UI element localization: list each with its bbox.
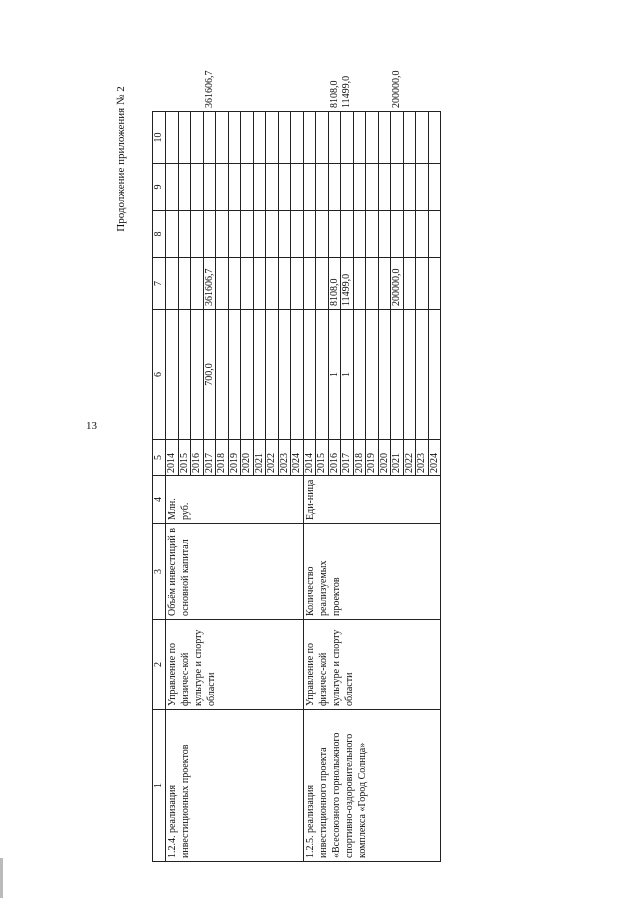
- value-col6-cell: [253, 258, 266, 310]
- empty-c9-cell: [316, 112, 329, 164]
- empty-c9-cell: [378, 112, 391, 164]
- year-cell: 2016: [328, 440, 341, 476]
- empty-c8-cell: [253, 164, 266, 211]
- column-header-8: 8: [153, 211, 166, 258]
- year-cell: 2023: [416, 440, 429, 476]
- year-cell: 2022: [403, 440, 416, 476]
- value-col6-cell: [178, 258, 191, 310]
- value-col5-cell: [403, 310, 416, 440]
- table-row: 2016 1 8108,0 8108,0: [328, 112, 341, 862]
- empty-c8-cell: [228, 164, 241, 211]
- value-col6-cell: [278, 258, 291, 310]
- activity-cell: 1.2.5. реализация инвестиционного проекта «Всесоюзного горнолыжного спортивно-оздоровительного комплекса «Город Солнца»: [303, 710, 441, 862]
- value-col6-cell: [266, 258, 279, 310]
- table-row: 2017 700,0 361606,7 361606,7: [203, 112, 216, 862]
- indicator-cell: Количество реализуемых проектов: [303, 524, 441, 620]
- year-cell: 2020: [241, 440, 254, 476]
- year-cell: 2017: [341, 440, 354, 476]
- empty-c7-cell: [166, 211, 179, 258]
- empty-c9-cell: [178, 112, 191, 164]
- year-cell: 2022: [266, 440, 279, 476]
- empty-c8-cell: [316, 164, 329, 211]
- table-body: [166, 70, 441, 862]
- value-col5-cell: [353, 310, 366, 440]
- empty-c7-cell: [203, 211, 216, 258]
- column-header-9: 9: [153, 164, 166, 211]
- value-col5-cell: 1: [328, 310, 341, 440]
- year-cell: 2020: [378, 440, 391, 476]
- empty-c7-cell: [341, 211, 354, 258]
- value-col5-cell: [191, 310, 204, 440]
- empty-c8-cell: [391, 164, 404, 211]
- empty-c8-cell: [266, 164, 279, 211]
- empty-c8-cell: [341, 164, 354, 211]
- value-col6-cell: [353, 258, 366, 310]
- empty-c9-cell: [241, 112, 254, 164]
- scan-edge-mark: [0, 858, 3, 898]
- rotated-table-wrapper: [152, 70, 470, 862]
- caption-wrapper: [114, 75, 128, 245]
- empty-c8-cell: [416, 164, 429, 211]
- empty-c8-cell: [191, 164, 204, 211]
- column-header-3: 3: [153, 524, 166, 620]
- value-col6-cell: 361606,7: [203, 258, 216, 310]
- empty-c9-cell: [391, 112, 404, 164]
- column-header-6: 6: [153, 310, 166, 440]
- value-col5-cell: [316, 310, 329, 440]
- empty-c7-cell: [328, 211, 341, 258]
- value-col5-cell: [303, 310, 316, 440]
- year-cell: 2018: [216, 440, 229, 476]
- column-header-2: 2: [153, 620, 166, 710]
- empty-c8-cell: [378, 164, 391, 211]
- empty-c8-cell: [178, 164, 191, 211]
- year-cell: 2015: [178, 440, 191, 476]
- empty-c7-cell: [253, 211, 266, 258]
- empty-c7-cell: [178, 211, 191, 258]
- empty-c8-cell: [241, 164, 254, 211]
- empty-c7-cell: [266, 211, 279, 258]
- year-cell: 2016: [191, 440, 204, 476]
- value-col6-cell: 8108,0: [328, 258, 341, 310]
- column-header-1: 1: [153, 710, 166, 862]
- empty-c7-cell: [428, 211, 441, 258]
- year-cell: 2015: [316, 440, 329, 476]
- value-col5-cell: [278, 310, 291, 440]
- unit-cell: Еди-ница: [303, 476, 441, 524]
- unit-cell: Млн. руб.: [166, 476, 304, 524]
- empty-c8-cell: [353, 164, 366, 211]
- value-col6-cell: [228, 258, 241, 310]
- value-col5-cell: [366, 310, 379, 440]
- empty-c9-cell: [166, 112, 179, 164]
- value-col6-cell: [378, 258, 391, 310]
- value-col6-cell: [216, 258, 229, 310]
- value-col5-cell: [241, 310, 254, 440]
- empty-c9-cell: [191, 112, 204, 164]
- value-col5-cell: 1: [341, 310, 354, 440]
- table-row: [303, 112, 316, 862]
- empty-c8-cell: [366, 164, 379, 211]
- column-header-7: 7: [153, 258, 166, 310]
- empty-c7-cell: [416, 211, 429, 258]
- empty-c9-cell: [428, 112, 441, 164]
- empty-c9-cell: [278, 112, 291, 164]
- value-col5-cell: [291, 310, 304, 440]
- empty-c9-cell: [228, 112, 241, 164]
- value-col5-cell: [228, 310, 241, 440]
- value-col6-cell: [316, 258, 329, 310]
- table-row: [166, 112, 179, 862]
- value-col5-cell: [253, 310, 266, 440]
- empty-c9-cell: [328, 112, 341, 164]
- empty-c7-cell: [366, 211, 379, 258]
- value-col6-cell: [166, 258, 179, 310]
- value-col6-cell: [191, 258, 204, 310]
- year-cell: 2024: [291, 440, 304, 476]
- empty-c9-cell: [253, 112, 266, 164]
- empty-c7-cell: [278, 211, 291, 258]
- value-col6-cell: [416, 258, 429, 310]
- value-col6-cell: [241, 258, 254, 310]
- value-col6-cell: [366, 258, 379, 310]
- table-row: 2017 1 11499,0 11499,0: [341, 112, 354, 862]
- column-header-5: 5: [153, 440, 166, 476]
- empty-c8-cell: [403, 164, 416, 211]
- empty-c9-cell: [341, 112, 354, 164]
- empty-c8-cell: [203, 164, 216, 211]
- value-col6-cell: 11499,0: [341, 258, 354, 310]
- empty-c8-cell: [216, 164, 229, 211]
- empty-c7-cell: [378, 211, 391, 258]
- value-col5-cell: [416, 310, 429, 440]
- value-col5-cell: [428, 310, 441, 440]
- header-row: [153, 112, 166, 862]
- empty-c7-cell: [241, 211, 254, 258]
- value-col5-cell: [178, 310, 191, 440]
- column-header-10: 10: [153, 112, 166, 164]
- page-number: 13: [86, 420, 97, 432]
- empty-c9-cell: [291, 112, 304, 164]
- empty-c7-cell: [191, 211, 204, 258]
- value-col5-cell: [378, 310, 391, 440]
- empty-c8-cell: [291, 164, 304, 211]
- appendix-caption: Продолжение приложения № 2: [115, 86, 127, 232]
- empty-c8-cell: [303, 164, 316, 211]
- year-cell: 2018: [353, 440, 366, 476]
- responsible-cell: Управление по физичес-кой культуре и спорту области: [166, 620, 304, 710]
- empty-c9-cell: [266, 112, 279, 164]
- value-col6-cell: [291, 258, 304, 310]
- year-cell: 2021: [391, 440, 404, 476]
- empty-c7-cell: [353, 211, 366, 258]
- value-col5-cell: [166, 310, 179, 440]
- year-cell: 2014: [166, 440, 179, 476]
- indicator-cell: Объём инвестиций в основной капитал: [166, 524, 304, 620]
- empty-c9-cell: [366, 112, 379, 164]
- value-col5-cell: [266, 310, 279, 440]
- empty-c7-cell: [291, 211, 304, 258]
- empty-c8-cell: [278, 164, 291, 211]
- year-cell: 2017: [203, 440, 216, 476]
- empty-c9-cell: [203, 112, 216, 164]
- value-col6-cell: 200000,0: [391, 258, 404, 310]
- year-cell: 2024: [428, 440, 441, 476]
- empty-c7-cell: [303, 211, 316, 258]
- empty-c8-cell: [428, 164, 441, 211]
- value-col6-cell: [403, 258, 416, 310]
- value-col6-cell: [303, 258, 316, 310]
- empty-c8-cell: [166, 164, 179, 211]
- year-cell: 2023: [278, 440, 291, 476]
- empty-c9-cell: [216, 112, 229, 164]
- empty-c7-cell: [391, 211, 404, 258]
- column-header-4: 4: [153, 476, 166, 524]
- empty-c7-cell: [316, 211, 329, 258]
- value-col5-cell: 700,0: [203, 310, 216, 440]
- value-col5-cell: [391, 310, 404, 440]
- year-cell: 2014: [303, 440, 316, 476]
- empty-c7-cell: [216, 211, 229, 258]
- year-cell: 2019: [228, 440, 241, 476]
- value-col5-cell: [216, 310, 229, 440]
- empty-c9-cell: [403, 112, 416, 164]
- year-cell: 2019: [366, 440, 379, 476]
- empty-c7-cell: [228, 211, 241, 258]
- empty-c7-cell: [403, 211, 416, 258]
- year-cell: 2021: [253, 440, 266, 476]
- table-row: 2021 200000,0 200000,0: [391, 112, 404, 862]
- empty-c9-cell: [353, 112, 366, 164]
- responsible-cell: Управление по физичес-кой культуре и спорту области: [303, 620, 441, 710]
- value-col6-cell: [428, 258, 441, 310]
- data-table: [152, 70, 441, 862]
- empty-c8-cell: [328, 164, 341, 211]
- empty-c9-cell: [416, 112, 429, 164]
- activity-cell: 1.2.4. реализация инвестиционных проектов: [166, 710, 304, 862]
- empty-c9-cell: [303, 112, 316, 164]
